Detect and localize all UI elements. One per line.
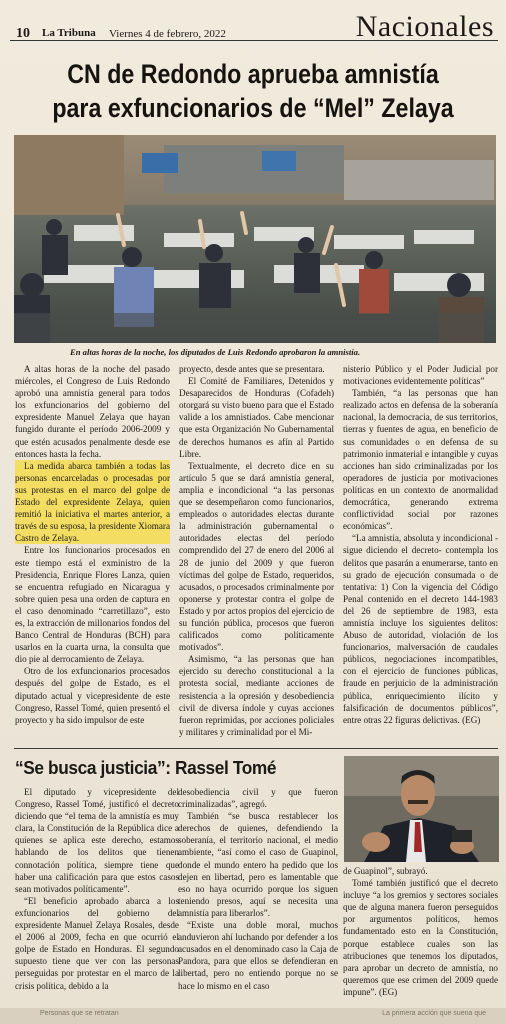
headline-line-1: CN de Redondo aprueba amnistía	[67, 59, 439, 89]
rassel-tome-photo	[344, 756, 499, 862]
next-page-bleed	[0, 1008, 506, 1024]
paragraph: Asimismo, “a las personas que han ejercido su derecho constitucional a la protesta social, mediante acciones de resistencia a la opresión y desobediencia civil de diversa índole y cuyas acciones fueron reprimidas, por acciones policiales y militares y criminalidad por el Mi-	[179, 654, 334, 737]
paragraph: “Existe una doble moral, muchos anduvieron ahí luchando por defender a los acusados en el denominado caso la Caja de Pandora, para que ellos se defendieran en libertad, pero no entiendo porque no se hace lo mismo en el caso	[178, 920, 338, 991]
paragraph: Textualmente, el decreto dice en su artículo 5 que se dará amnistía general, amplia e incondicional “a las personas que se desempeñaron como funcionarios, empleados o autoridades electas durante la administración gubernamental o autoridades electas del período comprendido del 27 de enero del 2006 al 28 de junio del 2009 y que fueron víctimas del golpe de Estado, requeridos, acusados, o procesados criminalmente por oponerse y protestar contra el golpe de Estado y por actos propios del ejercicio de su función pública, procesos que fueron calificados como políticamente motivados”.	[179, 460, 334, 653]
page-number: 10	[16, 26, 30, 41]
headline-line-2: para exfuncionarios de “Mel” Zelaya	[52, 93, 454, 123]
article2-column-3	[343, 865, 498, 998]
paragraph: También, “a las personas que han realizado actos en defensa de la soberanía nacional, la democracia, de sus territorios, tierras y fuentes de agua, en beneficio de sus comunidades o en defensa de su patrimonio inmaterial e intangible y cuyas acciones han sido criminalizadas por los operadores de justicia por motivaciones políticas en un contexto de anormalidad democrática, generando extrema conflictividad social por razones económicas”.	[343, 388, 498, 532]
section-title: Nacionales	[355, 10, 494, 43]
paragraph: También “se busca restablecer los derechos de quienes, defendiendo la soberanía, el territorio nacional, el medio ambiente, “así como el caso de Guapinol, donde el mundo entero ha pedido que los dejen en libertad, pero es lamentable que eso no haya ocurrido porque los siguen teniendo presos, aquí se necesita una amnistía para liberarlos”.	[178, 811, 338, 918]
article-column-2	[179, 363, 334, 738]
article-column-1	[15, 363, 170, 726]
article2-column-2	[178, 786, 338, 992]
secondary-headline: “Se busca justicia”: Rassel Tomé	[15, 758, 277, 778]
paragraph: Otro de los exfuncionarios procesados después del golpe de Estado, es el diputado actual y vicepresidente de este Congreso, Rassel Tomé, quien presentó el proyecto y ha sido impulsor de este	[15, 666, 170, 725]
congress-photo	[14, 135, 496, 343]
page-header	[10, 6, 498, 41]
article-body	[15, 363, 500, 743]
paragraph: “El beneficio aprobado abarca a los exfuncionarios del gobierno del expresidente Manuel Zelaya Rosales, desde el 2006 al 2009, fecha en que ocurrió el golpe de Estado en Honduras. El segundo supuesto tiene que ver con las personas perseguidas por protestar en el marco de la crisis política, debido a la	[15, 895, 179, 991]
paragraph: El diputado y vicepresidente del Congreso, Rassel Tomé, justificó el decreto diciendo que “el tema de la amnistía es muy clara, la Constitución de la República dice a quienes se aplica este derecho, estamos hablando de los delitos que tienen connotación política, siempre tiene que haber una calificación para que estos casos sean motivados políticamente”.	[15, 787, 179, 894]
publication-date: Viernes 4 de febrero, 2022	[109, 28, 226, 40]
paragraph: Entre los funcionarios procesados en este tiempo está el exministro de la Presidencia, Enrique Flores Lanza, quien se encuentra refugiado en Nicaragua y sobre quien pesa una orden de captura en el caso denominado “carretillazo”, esto es, la extracción de millonarios fondos del Banco Central de Honduras (BCH) para usarlos en la cuarta urna, la consulta que dio pie al derrocamiento de Zelaya.	[15, 545, 170, 665]
paragraph: nisterio Público y el Poder Judicial por motivaciones evidentemente políticas”	[343, 364, 498, 387]
section-divider	[14, 748, 498, 749]
paragraph-highlighted: La medida abarca también a todas las personas encarceladas o procesadas por sus protestas en el marco del golpe de Estado del expresidente Zelaya, quien remitió la iniciativa el martes anterior, a través de su esposa, la presidente Xiomara Castro de Zelaya.	[15, 460, 170, 544]
paragraph: Tomé también justificó que el decreto incluye “a los gremios y sectores sociales que de alguna manera fueron perseguidos por argumentos políticos, hemos fundamentado esto en la Constitución, porque establece cuales son las atribuciones que tenemos los diputados, para aprobar un decreto de amnistía, no queremos que ese crimen del 2009 quede impune”. (EG)	[343, 878, 498, 997]
paragraph: desobediencia civil y que fueron criminalizadas”, agregó.	[178, 787, 338, 810]
paragraph: A altas horas de la noche del pasado miércoles, el Congreso de Luis Redondo aprobó una amnistía general para todos los exfuncionarios del gobierno del expresidente Manuel Zelaya que hayan fungido durante el período 2006-2009 y que estén acusados penalmente desde ese entonces hasta la fecha.	[15, 364, 170, 459]
paragraph: El Comité de Familiares, Detenidos y Desaparecidos de Honduras (Cofadeh) otorgará su visto bueno para que el Estado valide a los amnistiados. Cabe mencionar que esta Organización No Gubernamental de derechos humanos es afín al Partido Libre.	[179, 376, 334, 459]
paragraph: de Guapinol”, subrayó.	[343, 866, 428, 876]
paragraph: “La amnistía, absoluta y incondicional -sigue diciendo el decreto- contempla los delitos que pasarán a enumerarse, tanto en su grado de ejecución consumada o de tentativa: 1) Con la vigencia del Código Penal contenido en el decreto 144-1983 del 26 de septiembre de 1983, esta amnistía incluye los siguientes delitos: Abuso de autoridad, violación de los funcionarios, malversación de caudales públicos, negociaciones incompatibles, con el ejercicio de funciones públicas, fraude en perjuicio de la administración pública, enriquecimiento ilícito y falsificación de documentos públicos”, entre otras 22 figuras delictivas. (EG)	[343, 533, 498, 725]
bleed-text-left: Personas que se retratan	[40, 1010, 119, 1017]
main-headline	[46, 57, 461, 125]
newspaper-name: La Tribuna	[42, 27, 96, 39]
bleed-text-right: La primera acción que suena que	[382, 1010, 486, 1017]
paragraph: proyecto, desde antes que se presentara.	[179, 364, 325, 374]
article2-column-1	[15, 786, 179, 992]
article-column-3	[343, 363, 498, 726]
photo-caption: En altas horas de la noche, los diputados de Luis Redondo aprobaron la amnistía.	[70, 347, 361, 357]
